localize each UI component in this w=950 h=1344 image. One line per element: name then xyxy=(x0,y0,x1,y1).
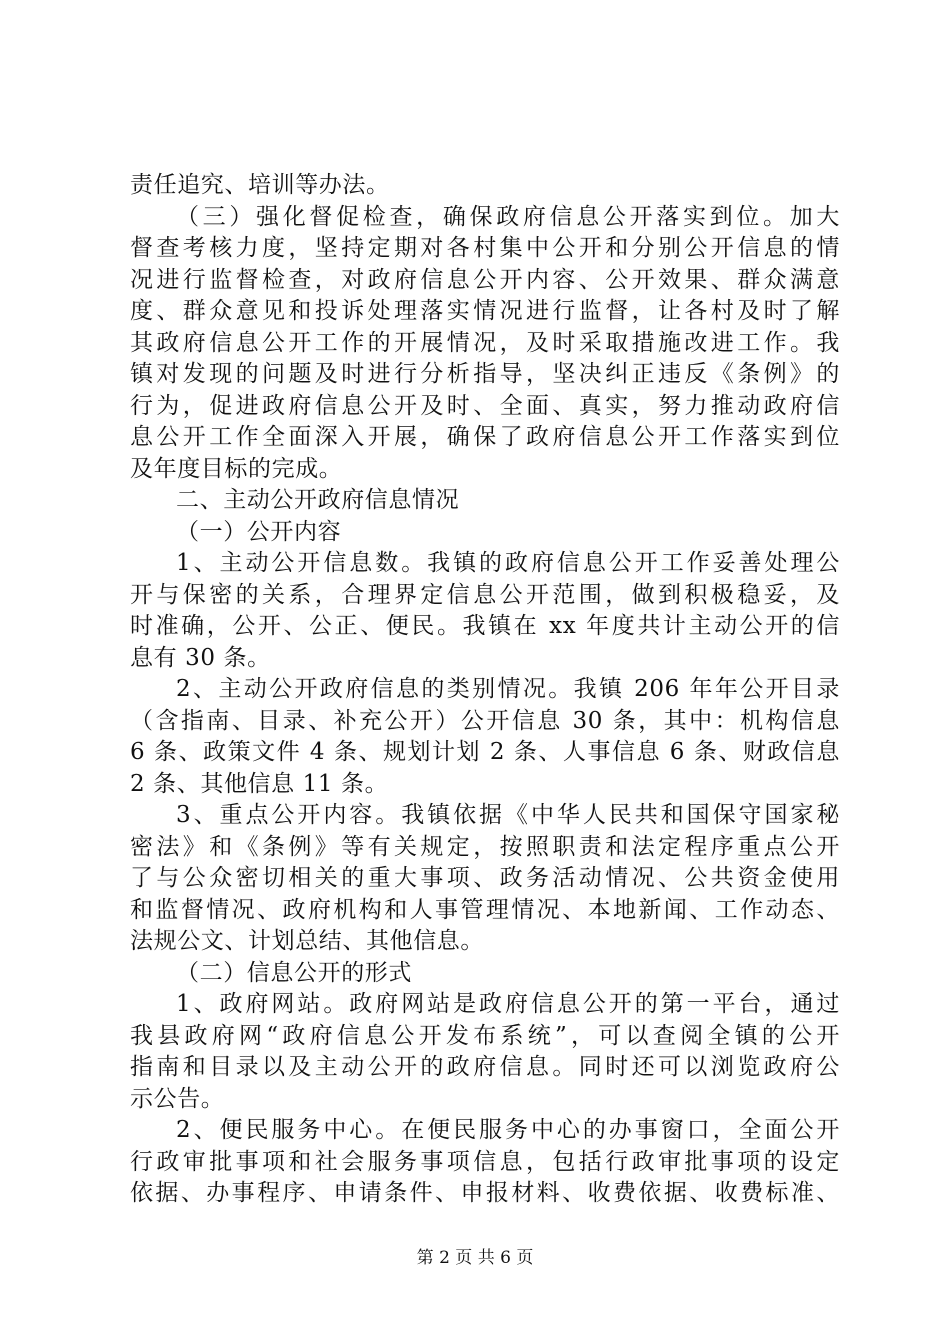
text-line: 息公开工作全面深入开展，确保了政府信息公开工作落实到位 xyxy=(130,424,840,450)
text-line: 1、主动公开信息数。我镇的政府信息公开工作妥善处理公 xyxy=(176,550,840,576)
text-line: 和监督情况、政府机构和人事管理情况、本地新闻、工作动态、 xyxy=(130,896,840,923)
text-line: 行为，促进政府信息公开及时、全面、真实，努力推动政府信 xyxy=(130,392,840,419)
text-line: 行政审批事项和社会服务事项信息，包括行政审批事项的设定 xyxy=(130,1148,840,1175)
text-line: 法规公文、计划总结、其他信息。 xyxy=(130,928,484,954)
text-line: 督查考核力度，坚持定期对各村集中公开和分别公开信息的情 xyxy=(130,235,840,261)
text-line: 责任追究、培训等办法。 xyxy=(130,172,390,198)
text-line: 指南和目录以及主动公开的政府信息。同时还可以浏览政府公 xyxy=(130,1054,840,1080)
text-line: 2、便民服务中心。在便民服务中心的办事窗口，全面公开 xyxy=(176,1117,840,1143)
text-line: 依据、办事程序、申请条件、申报材料、收费依据、收费标准、 xyxy=(130,1180,840,1206)
text-line: 我县政府网“政府信息公开发布系统”，可以查阅全镇的公开 xyxy=(130,1022,840,1049)
text-line: 时准确，公开、公正、便民。我镇在 xx 年度共计主动公开的信 xyxy=(130,613,840,639)
text-line: 密法》和《条例》等有关规定，按照职责和法定程序重点公开 xyxy=(130,833,840,860)
text-line: 6 条、政策文件 4 条、规划计划 2 条、人事信息 6 条、财政信息 xyxy=(130,739,840,765)
text-line: 示公告。 xyxy=(130,1085,225,1112)
text-line: 镇对发现的问题及时进行分析指导，坚决纠正违反《条例》的 xyxy=(130,361,840,387)
text-line: 其政府信息公开工作的开展情况，及时采取措施改进工作。我 xyxy=(130,329,840,356)
text-line: （二）信息公开的形式 xyxy=(176,959,412,986)
text-line: 3、重点公开内容。我镇依据《中华人民共和国保守国家秘 xyxy=(176,802,840,828)
text-line: 度、群众意见和投诉处理落实情况进行监督，让各村及时了解 xyxy=(130,298,840,324)
text-line: 息有 30 条。 xyxy=(130,644,271,671)
text-line: 了与公众密切相关的重大事项、政务活动情况、公共资金使用 xyxy=(130,865,840,891)
text-line: 及年度目标的完成。 xyxy=(130,455,343,482)
text-line: 2、主动公开政府信息的类别情况。我镇 206 年年公开目录 xyxy=(176,676,840,702)
text-line: 2 条、其他信息 11 条。 xyxy=(130,770,389,797)
text-line: （含指南、目录、补充公开）公开信息 30 条，其中：机构信息 xyxy=(130,707,840,734)
text-line: （一）公开内容 xyxy=(176,518,342,545)
text-line: 1、政府网站。政府网站是政府信息公开的第一平台，通过 xyxy=(176,991,840,1017)
page-footer: 第 2 页 共 6 页 xyxy=(416,1248,534,1268)
text-line: 二、主动公开政府信息情况 xyxy=(176,487,460,513)
text-line: （三）强化督促检查，确保政府信息公开落实到位。加大 xyxy=(176,203,840,230)
document-body xyxy=(130,170,840,1210)
text-line: 况进行监督检查，对政府信息公开内容、公开效果、群众满意 xyxy=(130,266,840,293)
text-line: 开与保密的关系，合理界定信息公开范围，做到积极稳妥，及 xyxy=(130,581,840,608)
